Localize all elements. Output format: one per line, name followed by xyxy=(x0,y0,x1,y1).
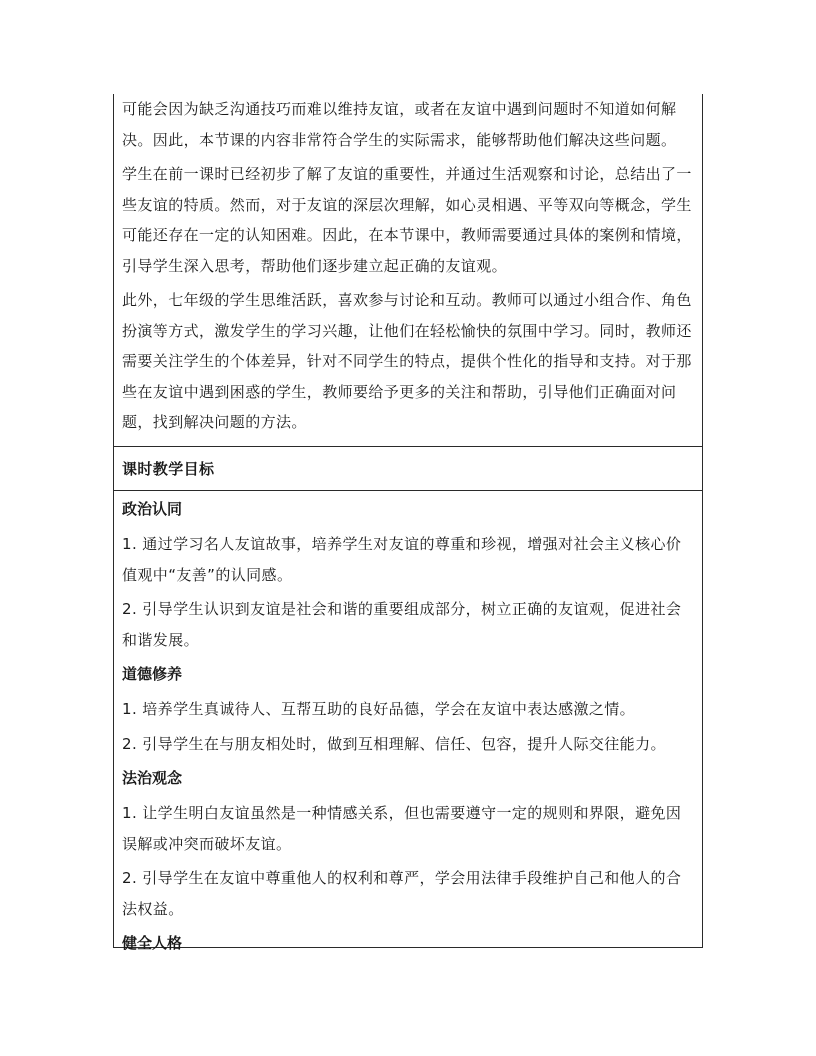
legal-concept-heading: 法治观念 xyxy=(122,769,183,787)
sound-personality-heading: 健全人格 xyxy=(122,934,183,952)
objectives-cell xyxy=(114,491,702,952)
moral-item-2: 2. 引导学生在与朋友相处时，做到互相理解、信任、包容，提升人际交往能力。 xyxy=(122,734,666,753)
moral-item-1: 1. 培养学生真诚待人、互帮互助的良好品德，学会在友谊中表达感激之情。 xyxy=(122,700,636,718)
legal-item-1: 1. 让学生明白友谊虽然是一种情感关系，但也需要遵守一定的规则和界限，避免因误解或冲突而破坏友谊。 xyxy=(122,804,682,853)
objectives-header-cell xyxy=(114,447,702,491)
student-analysis-cell xyxy=(114,94,702,447)
political-item-2: 2. 引导学生认识到友谊是社会和谐的重要组成部分，树立正确的友谊观，促进社会和谐发展。 xyxy=(122,600,682,649)
objectives-header: 课时教学目标 xyxy=(122,460,215,478)
analysis-paragraph-1: 可能会因为缺乏沟通技巧而难以维持友谊，或者在友谊中遇到问题时不知道如何解决。因此，本节课的内容非常符合学生的实际需求，能够帮助他们解决这些问题。 xyxy=(122,100,677,149)
moral-cultivation-heading: 道德修养 xyxy=(122,665,183,683)
political-identity-heading: 政治认同 xyxy=(122,500,183,518)
lesson-plan-table xyxy=(113,94,703,952)
analysis-paragraph-3: 此外，七年级的学生思维活跃，喜欢参与讨论和互动。教师可以通过小组合作、角色扮演等方式，激发学生的学习兴趣，让他们在轻松愉快的氛围中学习。同时，教师还需要关注学生的个体差异，针对不同学生的特点，提供个性化的指导和支持。对于那些在友谊中遇到困惑的学生，教师要给予更多的关注和帮助，引导他们正确面对问题，找到解决问题的方法。 xyxy=(122,291,692,431)
political-item-1: 1. 通过学习名人友谊故事，培养学生对友谊的尊重和珍视，增强对社会主义核心价值观中“友善”的认同感。 xyxy=(122,535,682,584)
legal-item-2: 2. 引导学生在友谊中尊重他人的权利和尊严，学会用法律手段维护自己和他人的合法权益。 xyxy=(122,869,682,918)
analysis-paragraph-2: 学生在前一课时已经初步了解了友谊的重要性，并通过生活观察和讨论，总结出了一些友谊的特质。然而，对于友谊的深层次理解，如心灵相遇、平等双向等概念，学生可能还存在一定的认知困难。因此，在本节课中，教师需要通过具体的案例和情境，引导学生深入思考，帮助他们逐步建立起正确的友谊观。 xyxy=(122,165,692,275)
